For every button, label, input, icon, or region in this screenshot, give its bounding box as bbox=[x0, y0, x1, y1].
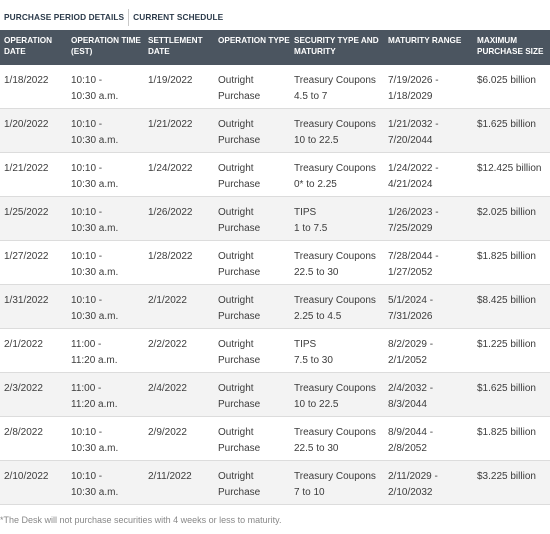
cell-maturity-range: 1/21/2032 - 7/20/2044 bbox=[388, 119, 439, 146]
cell-operation-type: Outright Purchase bbox=[218, 75, 261, 102]
cell-operation-time: 11:00 - 11:20 a.m. bbox=[71, 383, 118, 410]
cell-operation-type: Outright Purchase bbox=[218, 383, 261, 410]
cell-operation-type: Outright Purchase bbox=[218, 339, 261, 366]
cell-operation-date: 1/20/2022 bbox=[4, 119, 49, 130]
cell-security-type: Treasury Coupons 22.5 to 30 bbox=[294, 427, 376, 454]
cell-maximum-purchase-size: $1.825 billion bbox=[477, 251, 536, 262]
cell-maturity-range: 1/24/2022 - 4/21/2024 bbox=[388, 163, 439, 190]
cell-operation-time: 10:10 - 10:30 a.m. bbox=[71, 119, 119, 146]
cell-maturity-range: 2/4/2032 - 8/3/2044 bbox=[388, 383, 434, 410]
cell-maximum-purchase-size: $1.825 billion bbox=[477, 427, 536, 438]
cell-maturity-range: 7/28/2044 - 1/27/2052 bbox=[388, 251, 439, 278]
cell-operation-type: Outright Purchase bbox=[218, 295, 261, 322]
footnote: *The Desk will not purchase securities with 4 weeks or less to maturity. bbox=[0, 515, 282, 525]
cell-maturity-range: 1/26/2023 - 7/25/2029 bbox=[388, 207, 439, 234]
header-operation-time: OPERATION TIME (EST) bbox=[71, 36, 141, 56]
cell-operation-date: 2/1/2022 bbox=[4, 339, 43, 350]
cell-operation-date: 1/25/2022 bbox=[4, 207, 49, 218]
cell-security-type: Treasury Coupons 22.5 to 30 bbox=[294, 251, 376, 278]
cell-operation-date: 1/31/2022 bbox=[4, 295, 49, 306]
cell-operation-date: 2/8/2022 bbox=[4, 427, 43, 438]
table-row bbox=[0, 197, 550, 241]
cell-settlement-date: 2/9/2022 bbox=[148, 427, 187, 438]
cell-settlement-date: 2/1/2022 bbox=[148, 295, 187, 306]
cell-settlement-date: 1/19/2022 bbox=[148, 75, 193, 86]
header-security-type: SECURITY TYPE AND MATURITY bbox=[294, 36, 379, 56]
cell-operation-time: 10:10 - 10:30 a.m. bbox=[71, 471, 119, 498]
cell-operation-time: 10:10 - 10:30 a.m. bbox=[71, 75, 119, 102]
cell-maximum-purchase-size: $1.625 billion bbox=[477, 119, 536, 130]
cell-maturity-range: 8/9/2044 - 2/8/2052 bbox=[388, 427, 434, 454]
cell-operation-type: Outright Purchase bbox=[218, 207, 261, 234]
cell-operation-type: Outright Purchase bbox=[218, 471, 261, 498]
cell-settlement-date: 2/2/2022 bbox=[148, 339, 187, 350]
cell-security-type: Treasury Coupons 0* to 2.25 bbox=[294, 163, 376, 190]
header-settlement-date: SETTLEMENT DATE bbox=[148, 36, 203, 56]
cell-settlement-date: 2/4/2022 bbox=[148, 383, 187, 394]
table-row bbox=[0, 417, 550, 461]
table-row bbox=[0, 109, 550, 153]
cell-security-type: Treasury Coupons 4.5 to 7 bbox=[294, 75, 376, 102]
table-header bbox=[0, 30, 550, 65]
header-operation-date: OPERATION DATE bbox=[4, 36, 53, 56]
header-maturity-range: MATURITY RANGE bbox=[388, 36, 462, 45]
cell-maximum-purchase-size: $12.425 billion bbox=[477, 163, 542, 174]
table-row bbox=[0, 373, 550, 417]
schedule-table bbox=[0, 30, 550, 498]
cell-maximum-purchase-size: $8.425 billion bbox=[477, 295, 536, 306]
tab-purchase-period-details[interactable]: PURCHASE PERIOD DETAILS bbox=[0, 9, 129, 26]
cell-maturity-range: 7/19/2026 - 1/18/2029 bbox=[388, 75, 439, 102]
cell-operation-type: Outright Purchase bbox=[218, 163, 261, 190]
cell-operation-date: 1/21/2022 bbox=[4, 163, 49, 174]
table-row bbox=[0, 461, 550, 505]
cell-operation-date: 2/10/2022 bbox=[4, 471, 49, 482]
cell-settlement-date: 1/26/2022 bbox=[148, 207, 193, 218]
cell-maximum-purchase-size: $1.625 billion bbox=[477, 383, 536, 394]
cell-maturity-range: 8/2/2029 - 2/1/2052 bbox=[388, 339, 434, 366]
cell-operation-date: 1/27/2022 bbox=[4, 251, 49, 262]
cell-settlement-date: 1/24/2022 bbox=[148, 163, 193, 174]
cell-maximum-purchase-size: $1.225 billion bbox=[477, 339, 536, 350]
cell-operation-time: 11:00 - 11:20 a.m. bbox=[71, 339, 118, 366]
tab-current-schedule[interactable]: CURRENT SCHEDULE bbox=[133, 12, 224, 22]
cell-settlement-date: 1/28/2022 bbox=[148, 251, 193, 262]
cell-security-type: Treasury Coupons 2.25 to 4.5 bbox=[294, 295, 376, 322]
cell-settlement-date: 2/11/2022 bbox=[148, 471, 192, 482]
cell-operation-date: 2/3/2022 bbox=[4, 383, 43, 394]
cell-security-type: Treasury Coupons 10 to 22.5 bbox=[294, 119, 376, 146]
cell-operation-time: 10:10 - 10:30 a.m. bbox=[71, 427, 119, 454]
cell-maturity-range: 2/11/2029 - 2/10/2032 bbox=[388, 471, 438, 498]
cell-operation-time: 10:10 - 10:30 a.m. bbox=[71, 295, 119, 322]
cell-operation-time: 10:10 - 10:30 a.m. bbox=[71, 251, 119, 278]
tab-bar bbox=[0, 9, 227, 26]
cell-security-type: Treasury Coupons 10 to 22.5 bbox=[294, 383, 376, 410]
cell-operation-date: 1/18/2022 bbox=[4, 75, 49, 86]
cell-settlement-date: 1/21/2022 bbox=[148, 119, 193, 130]
cell-maximum-purchase-size: $6.025 billion bbox=[477, 75, 536, 86]
cell-operation-type: Outright Purchase bbox=[218, 251, 261, 278]
header-operation-type: OPERATION TYPE bbox=[218, 36, 290, 45]
cell-operation-time: 10:10 - 10:30 a.m. bbox=[71, 163, 119, 190]
cell-security-type: Treasury Coupons 7 to 10 bbox=[294, 471, 376, 498]
cell-security-type: TIPS 7.5 to 30 bbox=[294, 339, 333, 366]
table-row bbox=[0, 65, 550, 109]
cell-maximum-purchase-size: $3.225 billion bbox=[477, 471, 536, 482]
cell-security-type: TIPS 1 to 7.5 bbox=[294, 207, 328, 234]
table-row bbox=[0, 241, 550, 285]
table-row bbox=[0, 285, 550, 329]
cell-maximum-purchase-size: $2.025 billion bbox=[477, 207, 536, 218]
cell-operation-time: 10:10 - 10:30 a.m. bbox=[71, 207, 119, 234]
cell-operation-type: Outright Purchase bbox=[218, 119, 261, 146]
cell-maturity-range: 5/1/2024 - 7/31/2026 bbox=[388, 295, 434, 322]
table-row bbox=[0, 153, 550, 197]
header-maximum-purchase-size: MAXIMUM PURCHASE SIZE bbox=[477, 36, 544, 56]
cell-operation-type: Outright Purchase bbox=[218, 427, 261, 454]
table-row bbox=[0, 329, 550, 373]
